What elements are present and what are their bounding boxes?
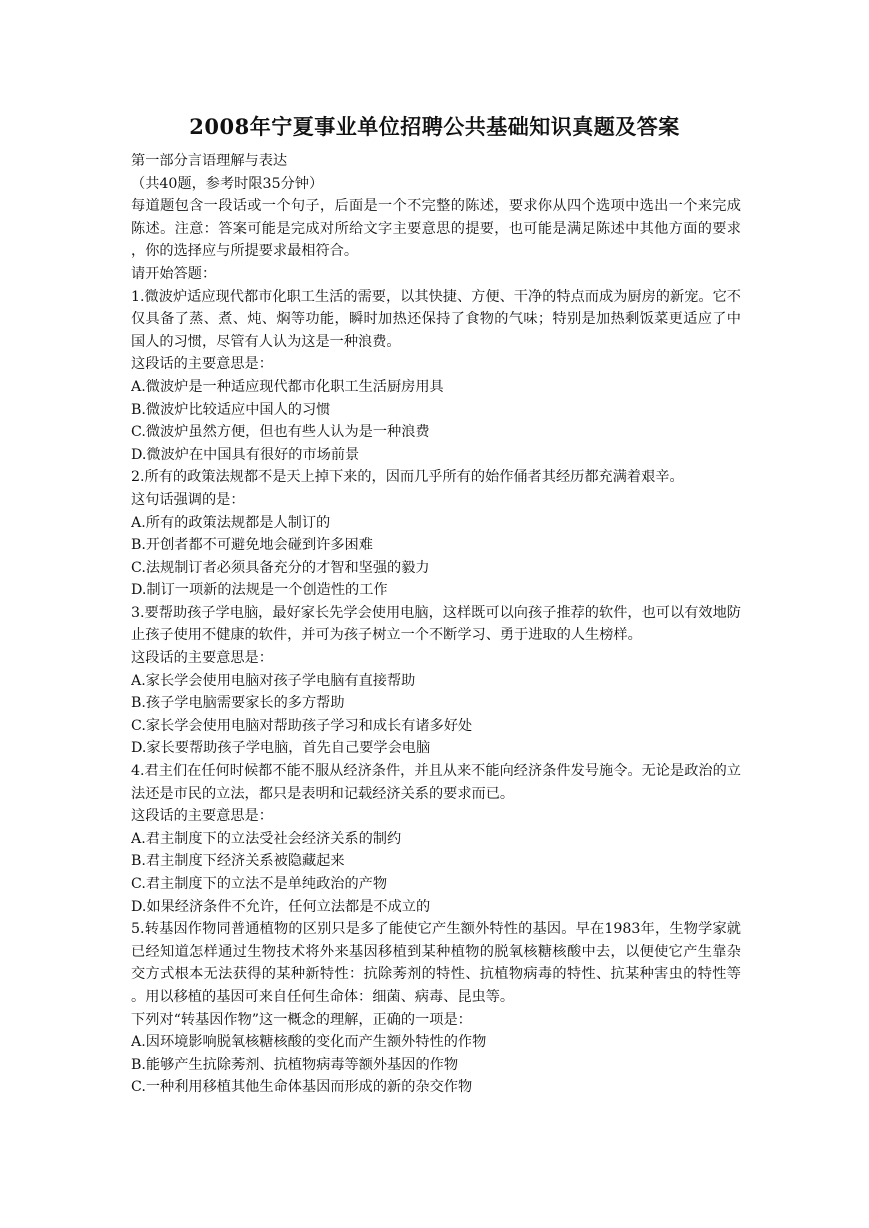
option-d: D.如果经济条件不允许，任何立法都是不成立的: [131, 898, 431, 915]
question-1: [131, 286, 741, 467]
option-a: A.所有的政策法规都是人制订的: [131, 514, 331, 531]
question-stem: 5.转基因作物同普通植物的区别只是多了能使它产生额外特性的基因。早在1983年，生物学家就已经知道怎样通过生物技术将外来基因移植到某种植物的脱氧核糖核酸中去，以便使它产生靠杂交方式根本无法获得的某种新特性：抗除莠剂的特性、抗植物病毒的特性、抗某种害虫的特性等。用以移植的基因可来自任何生命体：细菌、病毒、昆虫等。: [131, 921, 741, 1005]
question-stem: 1.微波炉适应现代都市化职工生活的需要，以其快捷、方便、干净的特点而成为厨房的新宠。它不仅具备了蒸、煮、炖、焖等功能，瞬时加热还保持了食物的气味；特别是加热剩饭菜更适应了中国人的习惯，尽管有人认为这是一种浪费。: [131, 288, 741, 350]
document-title: 2008年宁夏事业单位招聘公共基础知识真题及答案: [189, 114, 680, 139]
option-b: B.孩子学电脑需要家长的多方帮助: [131, 695, 345, 712]
instructions: 每道题包含一段话或一个句子，后面是一个不完整的陈述，要求你从四个选项中选出一个来完成陈述。注意：答案可能是完成对所给文字主要意思的提要，也可能是满足陈述中其他方面的要求，你的选择应与所提要求最相符合。: [131, 198, 741, 260]
option-d: D.微波炉在中国具有很好的市场前景: [131, 446, 360, 463]
option-c: C.君主制度下的立法不是单纯政治的产物: [131, 876, 388, 892]
question-prompt: 这段话的主要意思是：: [131, 356, 273, 373]
option-b: B.能够产生抗除莠剂、抗植物病毒等额外基因的作物: [131, 1056, 459, 1073]
question-stem: 4.君主们在任何时候都不能不服从经济条件，并且从来不能向经济条件发号施令。无论是政治的立法还是市民的立法，都只是表明和记载经济关系的要求而已。: [131, 763, 741, 802]
option-c: C.家长学会使用电脑对帮助孩子学习和成长有诸多好处: [131, 717, 473, 734]
option-d: D.制订一项新的法规是一个创造性的工作: [131, 582, 388, 599]
question-prompt: 这段话的主要意思是：: [131, 650, 273, 667]
question-5: [131, 918, 741, 1099]
question-2: [131, 466, 741, 602]
option-b: B.开创者都不可避免地会碰到许多困难: [131, 537, 373, 554]
question-prompt: 这句话强调的是：: [131, 491, 245, 508]
option-b: B.君主制度下经济关系被隐藏起来: [131, 853, 345, 870]
question-stem: 2.所有的政策法规都不是天上掉下来的，因而几乎所有的始作俑者其经历都充满着艰辛。: [131, 469, 684, 486]
option-a: A.因环境影响脱氧核糖核酸的变化而产生额外特性的作物: [131, 1034, 487, 1051]
question-prompt: 这段话的主要意思是：: [131, 808, 273, 825]
option-c: C.一种利用移植其他生命体基因而形成的新的杂交作物: [131, 1079, 473, 1096]
section-title: 第一部分言语理解与表达: [131, 153, 288, 169]
document-body: [131, 150, 741, 1099]
option-a: A.君主制度下的立法受社会经济关系的制约: [131, 830, 402, 847]
option-d: D.家长要帮助孩子学电脑，首先自己要学会电脑: [131, 740, 431, 757]
start-prompt: 请开始答题：: [131, 265, 217, 282]
option-c: C.微波炉虽然方便，但也有些人认为是一种浪费: [131, 424, 430, 441]
question-stem: 3.要帮助孩子学电脑，最好家长先学会使用电脑，这样既可以向孩子推荐的软件，也可以有效地防止孩子使用不健康的软件，并可为孩子树立一个不断学习、勇于进取的人生榜样。: [131, 604, 741, 644]
question-4: [131, 760, 741, 918]
question-prompt: 下列对“转基因作物”这一概念的理解，正确的一项是：: [131, 1011, 472, 1028]
option-a: A.家长学会使用电脑对孩子学电脑有直接帮助: [131, 672, 416, 689]
option-a: A.微波炉是一种适应现代都市化职工生活厨房用具: [131, 378, 444, 395]
section-note: （共40题，参考时限35分钟）: [131, 175, 324, 192]
option-b: B.微波炉比较适应中国人的习惯: [131, 401, 331, 418]
question-3: [131, 602, 741, 760]
option-c: C.法规制订者必须具备充分的才智和坚强的毅力: [131, 559, 430, 576]
